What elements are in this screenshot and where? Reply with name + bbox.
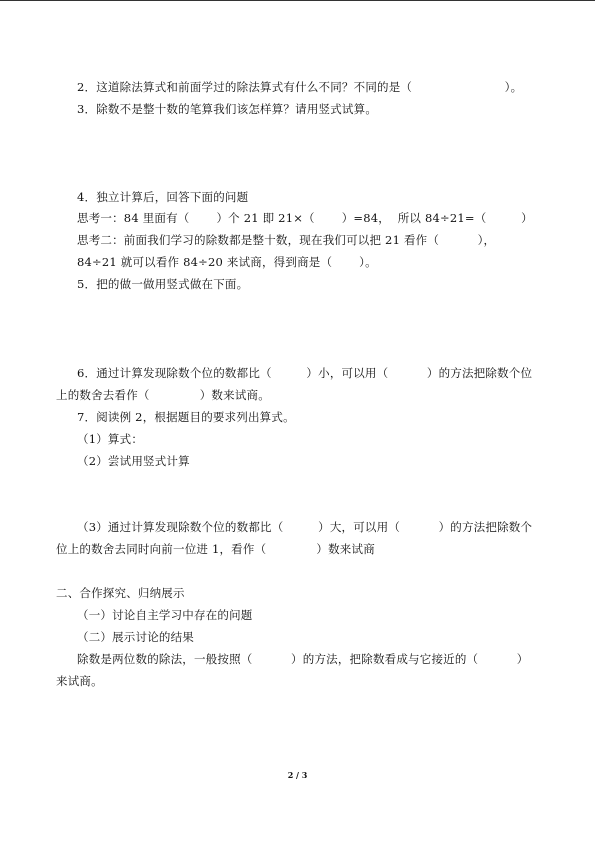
question-5-line: 5．把的做一做用竖式做在下面。 — [77, 277, 249, 291]
thinking-two-continued-line: 84÷21 就可以看作 84÷20 来试商，得到商是（ ）。 — [77, 255, 377, 269]
section-2-item-1-line: （一）讨论自主学习中存在的问题 — [77, 608, 253, 622]
page-number: 2 / 3 — [287, 770, 308, 780]
question-7-part-2-line: （2）尝试用竖式计算 — [77, 454, 190, 468]
thinking-one-line: 思考一：84 里面有（ ）个 21 即 21×（ ）=84， 所以 84÷21=（ ） — [77, 211, 533, 225]
section-2-heading: 二、合作探究、归纳展示 — [56, 586, 185, 600]
summary-line: 除数是两位数的除法，一般按照（ ）的方法，把除数看成与它接近的（ ） — [77, 652, 529, 666]
question-7-line: 7．阅读例 2，根据题目的要求列出算式。 — [77, 410, 295, 424]
question-6-continued-line: 上的数舍去看作（ ）数来试商。 — [56, 388, 270, 402]
question-7-part-1-line: （1）算式： — [77, 432, 144, 446]
question-2-line: 2．这道除法算式和前面学过的除法算式有什么不同？不同的是（ ）。 — [77, 80, 523, 94]
thinking-two-line: 思考二：前面我们学习的除数都是整十数，现在我们可以把 21 看作（ ）， — [77, 233, 496, 247]
question-7-part-3-continued-line: 位上的数舍去同时向前一位进 1，看作（ ）数来试商 — [56, 542, 375, 556]
question-7-part-3-line: （3）通过计算发现除数个位的数都比（ ）大，可以用（ ）的方法把除数个 — [77, 520, 533, 534]
question-4-line: 4．独立计算后，回答下面的问题 — [77, 190, 249, 204]
top-border-line — [0, 0, 595, 1]
question-3-line: 3．除数不是整十数的笔算我们该怎样算？请用竖式试算。 — [77, 102, 378, 116]
section-2-item-2-line: （二）展示讨论的结果 — [77, 630, 194, 644]
summary-continued-line: 来试商。 — [56, 674, 103, 688]
question-6-line: 6．通过计算发现除数个位的数都比（ ）小，可以用（ ）的方法把除数个位 — [77, 366, 533, 380]
